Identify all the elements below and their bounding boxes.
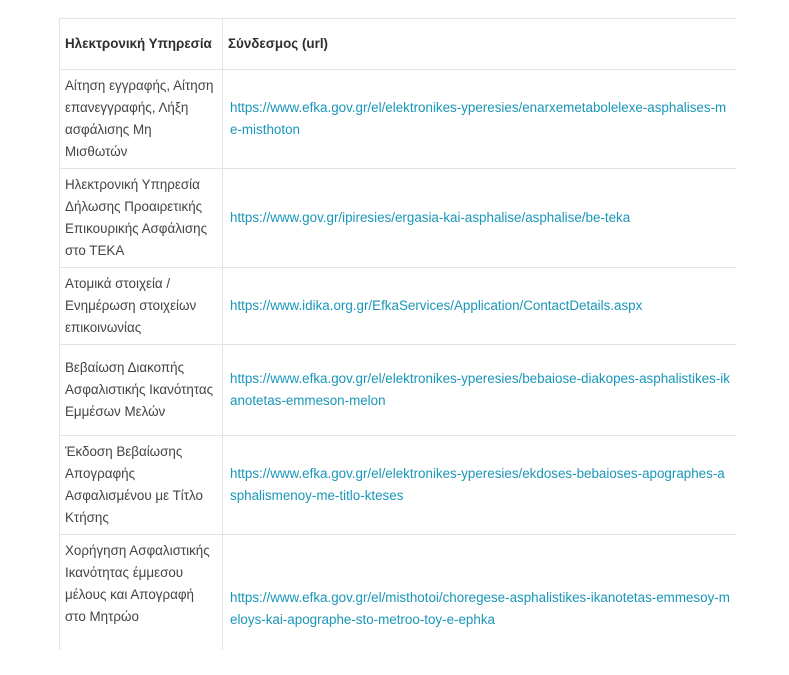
service-link[interactable]: https://www.gov.gr/ipiresies/ergasia-kai-asphalise/asphalise/be-teka <box>230 210 631 225</box>
service-name: Ατομικά στοιχεία / Ενημέρωση στοιχείων επικοινωνίας <box>60 268 223 345</box>
url-cell <box>223 169 737 268</box>
table-row <box>60 169 737 268</box>
service-name: Χορήγηση Ασφαλιστικής Ικανότητας έμμεσου μέλους και Απογραφή στο Μητρώο <box>60 535 223 651</box>
service-link[interactable]: https://www.idika.org.gr/EfkaServices/Application/ContactDetails.aspx <box>230 298 643 313</box>
header-url: Σύνδεσμος (url) <box>223 19 737 70</box>
table-row <box>60 535 737 651</box>
table-header-row <box>60 19 737 70</box>
url-cell <box>223 535 737 651</box>
url-cell <box>223 268 737 345</box>
service-link[interactable]: https://www.efka.gov.gr/el/elektronikes-yperesies/ekdoses-bebaioses-apographes-asphalismenoy-me-titlo-kteses <box>230 466 725 503</box>
services-table <box>59 18 736 650</box>
service-name: Αίτηση εγγραφής, Αίτηση επανεγγραφής, Λήξη ασφάλισης Μη Μισθωτών <box>60 70 223 169</box>
service-link[interactable]: https://www.efka.gov.gr/el/elektronikes-yperesies/bebaiose-diakopes-asphalistikes-ikanotetas-emmeson-melon <box>230 371 730 408</box>
url-cell <box>223 436 737 535</box>
table-row <box>60 436 737 535</box>
header-service: Ηλεκτρονική Υπηρεσία <box>60 19 223 70</box>
services-table-container <box>59 18 736 650</box>
table-row <box>60 268 737 345</box>
service-link[interactable]: https://www.efka.gov.gr/el/elektronikes-yperesies/enarxemetabolelexe-asphalises-me-misthoton <box>230 100 727 137</box>
service-link[interactable]: https://www.efka.gov.gr/el/misthotoi/choregese-asphalistikes-ikanotetas-emmesoy-meloys-kai-apographe-sto-metroo-toy-e-ephka <box>230 590 730 627</box>
url-cell <box>223 70 737 169</box>
service-name: Έκδοση Βεβαίωσης Απογραφής Ασφαλισμένου με Τίτλο Κτήσης <box>60 436 223 535</box>
table-row <box>60 345 737 436</box>
table-row <box>60 70 737 169</box>
service-name: Βεβαίωση Διακοπής Ασφαλιστικής Ικανότητας Εμμέσων Μελών <box>60 345 223 436</box>
url-cell <box>223 345 737 436</box>
service-name: Ηλεκτρονική Υπηρεσία Δήλωσης Προαιρετικής Επικουρικής Ασφάλισης στο ΤΕΚΑ <box>60 169 223 268</box>
